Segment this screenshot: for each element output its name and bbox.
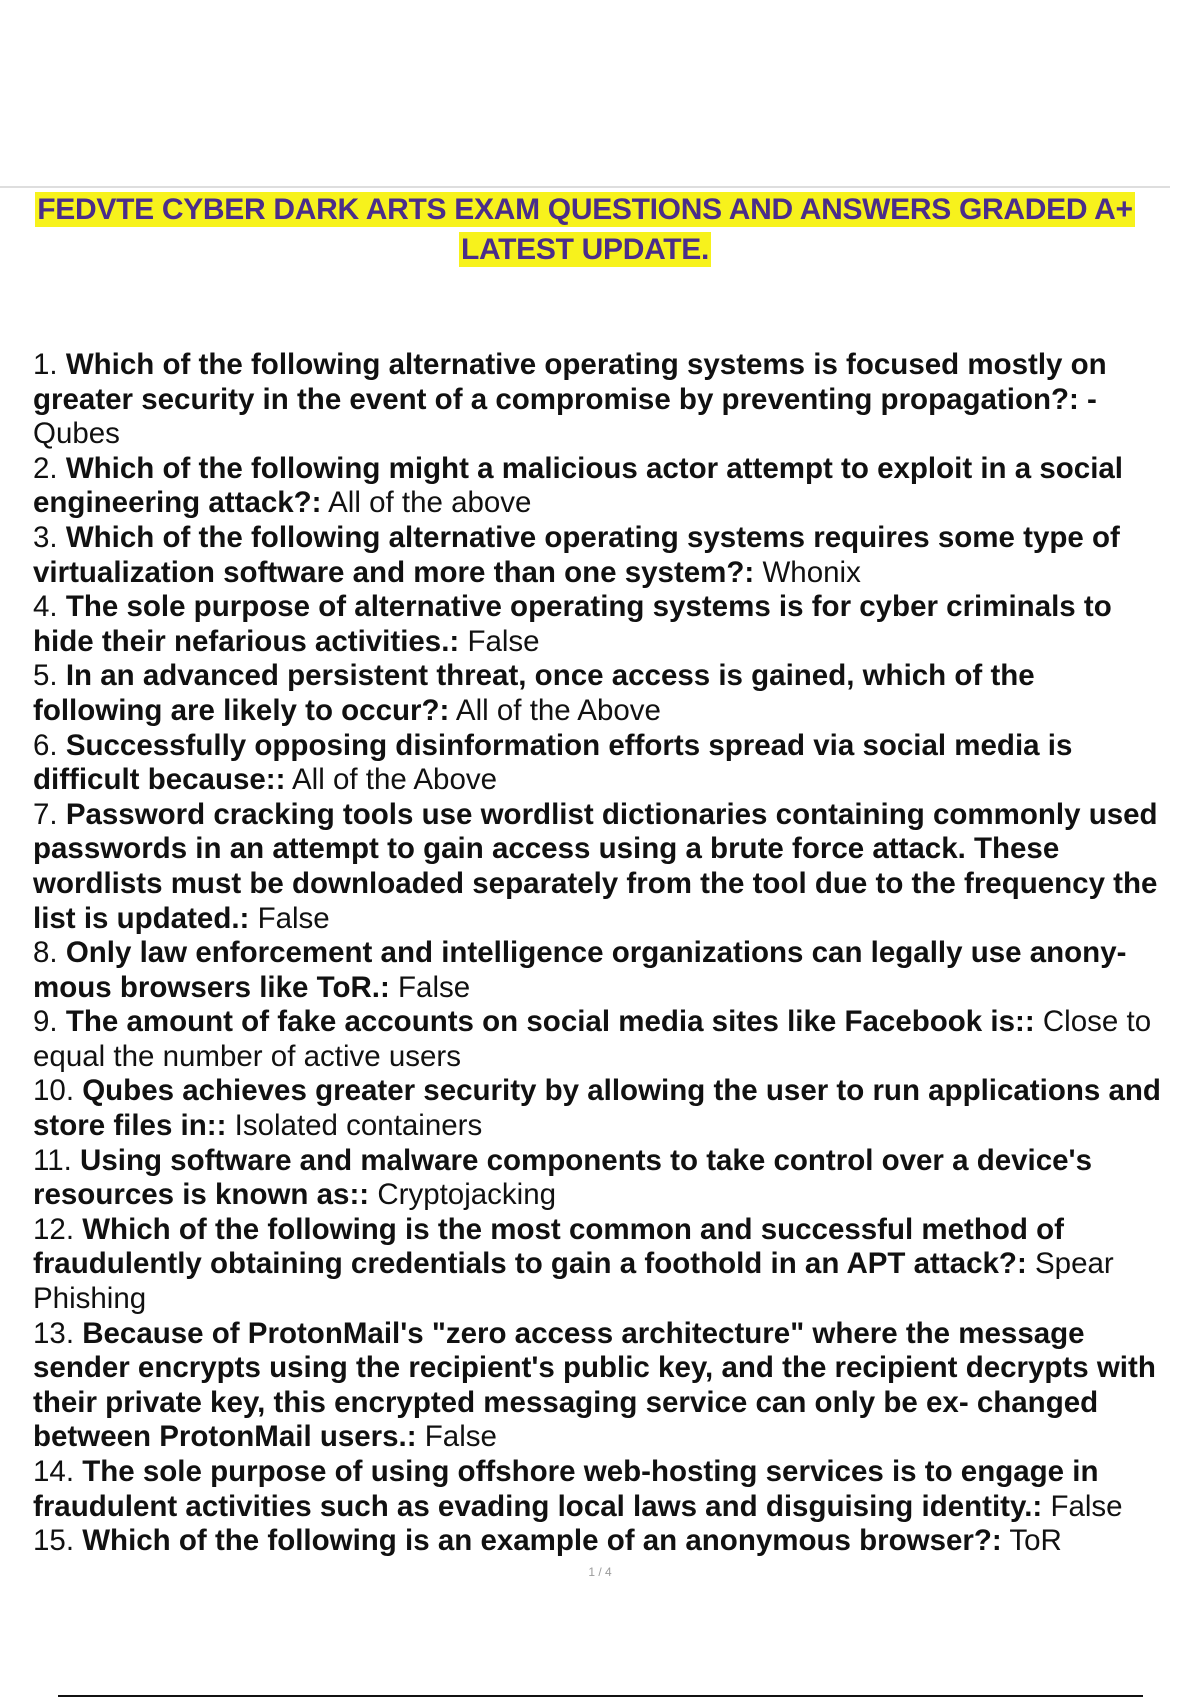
qa-item — [33, 659, 1168, 728]
question-number: 10. — [33, 1074, 75, 1108]
answer-text: All of the Above — [455, 693, 661, 727]
question-number: 4. — [33, 590, 58, 624]
page-number: 1 / 4 — [588, 1565, 612, 1579]
qa-item — [33, 348, 1168, 452]
qa-item — [33, 936, 1168, 1005]
question-text: The sole purpose of alternative operating systems is for cyber criminals to hide their nefarious activities.: — [33, 590, 1112, 658]
question-text: Which of the following is an example of an anonymous browser?: — [82, 1524, 1002, 1558]
answer-text: False — [1050, 1489, 1123, 1523]
qa-item — [33, 1005, 1168, 1074]
question-text: Successfully opposing disinformation efforts spread via social media is difficult because:: — [33, 728, 1073, 797]
question-number: 12. — [33, 1212, 75, 1246]
question-number: 14. — [33, 1455, 75, 1488]
answer-text: Spear Phishing — [33, 1247, 1114, 1316]
question-text: Only law enforcement and intelligence organizations can legally use anony- mous browsers like ToR.: — [33, 936, 1127, 1004]
answer-text: Whonix — [762, 555, 861, 589]
question-number: 11. — [33, 1143, 72, 1177]
answer-text: Isolated containers — [234, 1109, 483, 1143]
top-divider — [0, 186, 1170, 188]
question-text: Using software and malware components to take control over a device's resources is known as:: — [33, 1143, 1092, 1212]
answer-text: False — [398, 970, 471, 1004]
question-number: 13. — [33, 1316, 75, 1350]
question-text: Which of the following alternative operating systems is focused mostly on greater security in the event of a compromise by preventing propagation?: - — [33, 348, 1107, 416]
title-line-1: FEDVTE CYBER DARK ARTS EXAM QUESTIONS AND ANSWERS GRADED A+ — [37, 193, 1133, 226]
qa-item — [33, 1524, 1168, 1559]
title-line-2: LATEST UPDATE. — [460, 233, 710, 266]
qa-item — [33, 452, 1168, 521]
question-text: In an advanced persistent threat, once access is gained, which of the following are likely to occur?: — [33, 659, 1035, 727]
question-text: The amount of fake accounts on social media sites like Facebook is:: — [65, 1005, 1035, 1039]
question-text: Because of ProtonMail's "zero access architecture" where the message sender encrypts using the recipient's public key, and the recipient decrypts with their private key, this encrypted messaging service can only be ex- changed between ProtonMail users.: — [33, 1316, 1156, 1454]
qa-item — [33, 590, 1168, 659]
question-number: 3. — [33, 520, 58, 554]
answer-text: False — [257, 901, 330, 935]
question-number: 1. — [33, 348, 58, 381]
answer-text: All of the above — [328, 486, 532, 520]
question-number: 7. — [33, 797, 58, 831]
qa-item — [33, 1317, 1168, 1455]
answer-text: False — [467, 624, 540, 658]
question-answer-list — [33, 348, 1168, 1559]
answer-text: Qubes — [33, 417, 120, 451]
qa-item — [33, 1074, 1168, 1143]
question-text: Password cracking tools use wordlist dictionaries containing commonly used passwords in an attempt to gain access using a brute force attack. These wordlists must be downloaded separately from the tool due to the frequency the list is updated.: — [33, 797, 1158, 935]
question-number: 9. — [33, 1005, 58, 1039]
question-text: Which of the following alternative operating systems requires some type of virtualization software and more than one system?: — [33, 520, 1120, 589]
qa-item — [33, 729, 1168, 798]
answer-text: Close to equal the number of active users — [33, 1005, 1152, 1073]
qa-item — [33, 1144, 1168, 1213]
question-text: Which of the following is the most common and successful method of fraudulently obtaining credentials to gain a foothold in an APT attack?: — [33, 1212, 1064, 1281]
qa-item — [33, 798, 1168, 936]
answer-text: All of the Above — [292, 763, 498, 797]
answer-text: Cryptojacking — [377, 1178, 557, 1212]
question-number: 5. — [33, 659, 58, 693]
qa-item — [33, 1213, 1168, 1317]
qa-item — [33, 1455, 1168, 1524]
question-number: 15. — [33, 1524, 75, 1558]
document-title — [0, 190, 1170, 270]
answer-text: ToR — [1009, 1524, 1062, 1558]
answer-text: False — [424, 1420, 497, 1454]
bottom-divider — [58, 1695, 1143, 1697]
question-number: 2. — [33, 451, 58, 485]
question-number: 8. — [33, 936, 58, 970]
question-text: Qubes achieves greater security by allowing the user to run applications and store files in:: — [33, 1074, 1161, 1143]
question-text: Which of the following might a malicious actor attempt to exploit in a social engineering attack?: — [33, 451, 1123, 520]
question-text: The sole purpose of using offshore web-hosting services is to engage in fraudulent activities such as evading local laws and disguising identity.: — [33, 1455, 1099, 1523]
question-number: 6. — [33, 728, 58, 762]
qa-item — [33, 521, 1168, 590]
